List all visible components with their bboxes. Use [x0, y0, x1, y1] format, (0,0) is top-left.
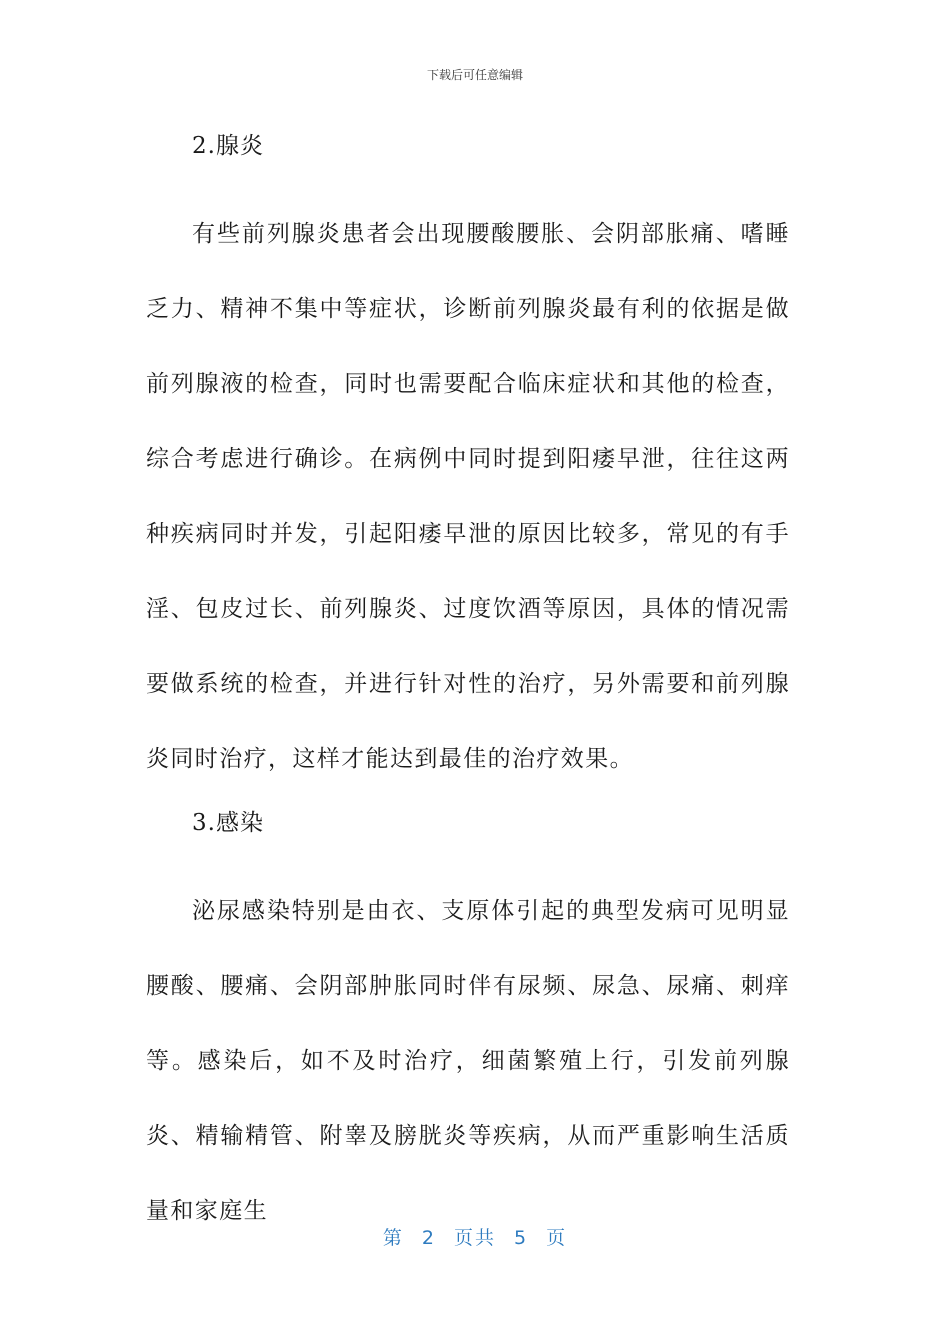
footer-middle: 页共	[453, 1227, 496, 1249]
page-header: 下载后可任意编辑	[426, 68, 523, 82]
page-footer	[0, 1224, 950, 1252]
section-heading-glands: 2.腺炎	[192, 133, 264, 159]
section-paragraph-glands: 有些前列腺炎患者会出现腰酸腰胀、会阴部胀痛、嗜睡乏力、精神不集中等症状，诊断前列腺炎最有利的依据是做前列腺液的检查，同时也需要配合临床症状和其他的检查，综合考虑进行确诊。在病例中同时提到阳痿早泄，往往这两种疾病同时并发，引起阳痿早泄的原因比较多，常见的有手淫、包皮过长、前列腺炎、过度饮酒等原因，具体的情况需要做系统的检查，并进行针对性的治疗，另外需要和前列腺炎同时治疗，这样才能达到最佳的治疗效果。	[146, 221, 790, 772]
footer-suffix: 页	[546, 1227, 568, 1249]
footer-prefix: 第	[382, 1227, 404, 1249]
section-paragraph-infection: 泌尿感染特别是由衣、支原体引起的典型发病可见明显腰酸、腰痛、会阴部肿胀同时伴有尿频、尿急、尿痛、刺痒等。感染后，如不及时治疗，细菌繁殖上行，引发前列腺炎、精输精管、附睾及膀胱炎等疾病，从而严重影响生活质量和家庭生	[146, 898, 790, 1224]
footer-current-page: 2	[421, 1227, 436, 1249]
footer-total-pages: 5	[514, 1227, 529, 1249]
section-heading-infection: 3.感染	[192, 810, 264, 836]
document-body	[146, 122, 790, 1249]
